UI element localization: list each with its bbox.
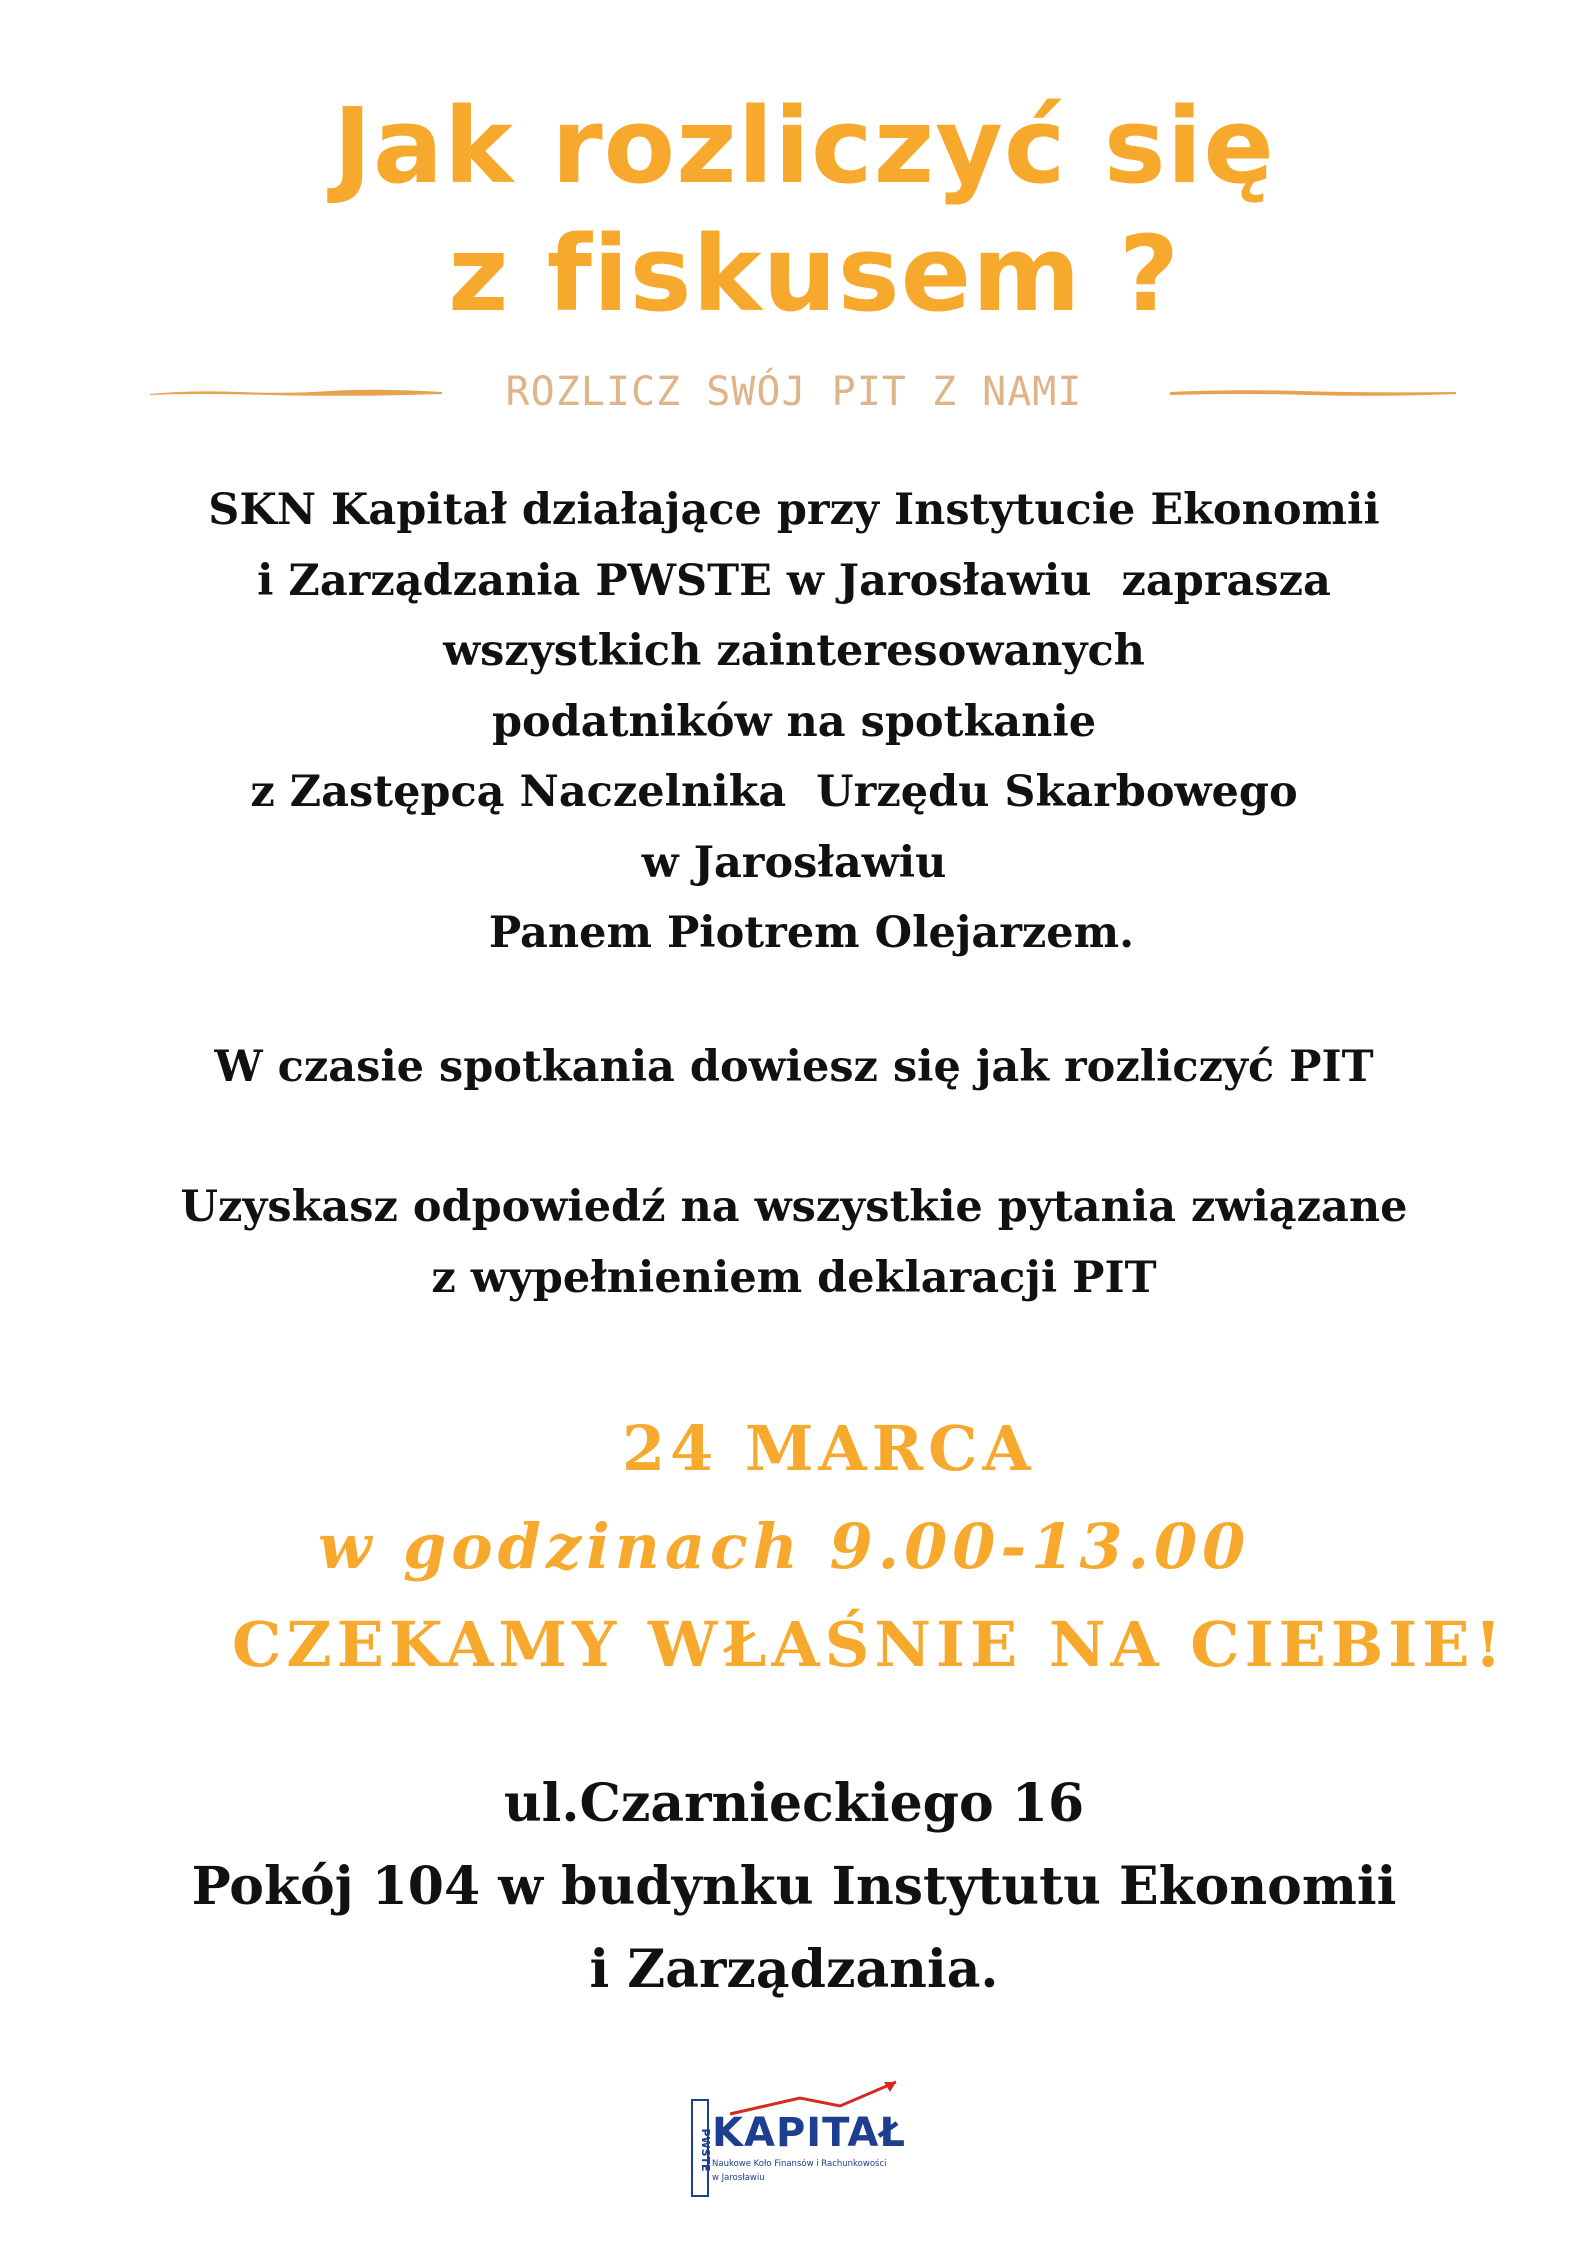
intro-paragraph xyxy=(0,475,1588,969)
brush-stroke-right xyxy=(1170,388,1456,398)
answer-line: z wypełnieniem deklaracji PIT xyxy=(431,1252,1157,1303)
skn-kapital-logo xyxy=(690,2078,906,2198)
logo-subline-1: Naukowe Koło Finansów i Rachunkowości xyxy=(712,2159,887,2169)
poster-title xyxy=(0,82,1588,338)
intro-line: podatników na spotkanie xyxy=(491,696,1097,747)
answer-line: Uzyskasz odpowiedź na wszystkie pytania związane xyxy=(180,1182,1408,1232)
address-room: Pokój 104 w budynku Instytutu Ekonomii xyxy=(191,1856,1397,1917)
event-details xyxy=(0,1400,1588,1694)
event-call: CZEKAMY WŁAŚNIE NA CIEBIE! xyxy=(232,1608,1507,1681)
intro-line: i Zarządzania PWSTE w Jarosławiu zaprasza xyxy=(257,555,1331,606)
intro-line: Panem Piotrem Olejarzem. xyxy=(473,908,1135,958)
title-line-2: z fiskusem ? xyxy=(447,213,1181,335)
intro-line: w Jarosławiu xyxy=(641,837,947,888)
address-institute: i Zarządzania. xyxy=(589,1939,999,2000)
subtitle-row xyxy=(0,362,1588,422)
logo-subline-2: w Jarosławiu xyxy=(712,2173,765,2183)
title-line-1: Jak rozliczyć się xyxy=(333,85,1275,207)
intro-line: z Zastępcą Naczelnika Urzędu Skarbowego xyxy=(250,767,1298,817)
address-block xyxy=(0,1762,1588,2011)
logo-side-text: PWSTE xyxy=(699,2128,712,2172)
info-line: W czasie spotkania dowiesz się jak rozliczyć PIT xyxy=(214,1042,1374,1092)
address-street: ul.Czarnieckiego 16 xyxy=(503,1773,1085,1834)
intro-line: wszystkich zainteresowanych xyxy=(443,626,1145,676)
event-hours: w godzinach 9.00-13.00 xyxy=(318,1510,1251,1583)
event-date: 24 MARCA xyxy=(622,1412,1036,1485)
intro-line: SKN Kapitał działające przy Instytucie Ekonomii xyxy=(208,485,1380,535)
info-paragraph xyxy=(0,1032,1588,1103)
answer-paragraph xyxy=(0,1172,1588,1313)
logo-wordmark: KAPITAŁ xyxy=(712,2110,906,2156)
subtitle: ROZLICZ SWÓJ PIT Z NAMI xyxy=(505,369,1083,415)
